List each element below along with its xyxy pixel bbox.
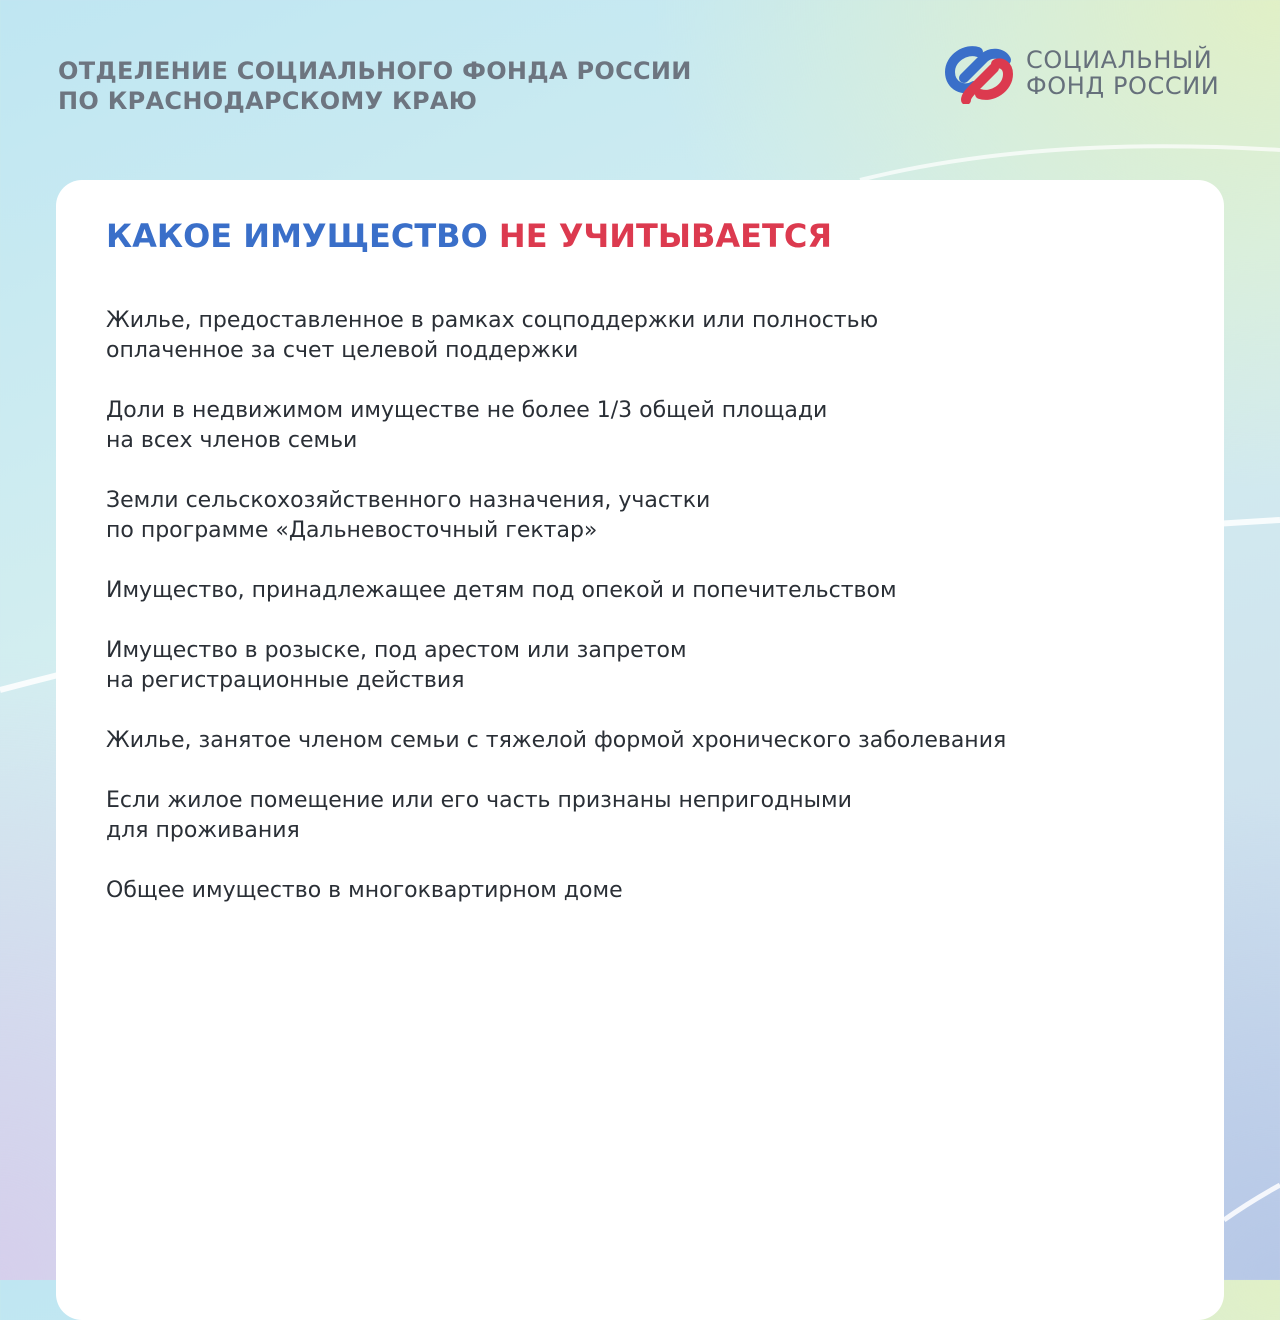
- list-item-line: Имущество, принадлежащее детям под опекой и попечительством: [106, 578, 897, 603]
- list-item-line: Земли сельскохозяйственного назначения, участки: [106, 488, 711, 513]
- organization-title-line: ОТДЕЛЕНИЕ СОЦИАЛЬНОГО ФОНДА РОССИИ: [58, 57, 692, 85]
- organization-title-line: ПО КРАСНОДАРСКОМУ КРАЮ: [58, 87, 478, 115]
- list-item-line: Доли в недвижимом имуществе не более 1/3 общей площади: [106, 398, 828, 423]
- sfr-logo-icon: [944, 42, 1014, 104]
- list-item-line: для проживания: [106, 818, 300, 843]
- list-item-line: на регистрационные действия: [106, 668, 465, 693]
- list-item: [106, 726, 1006, 756]
- list-item: [106, 306, 1006, 366]
- logo-wordmark-line: ФОНД РОССИИ: [1026, 72, 1220, 100]
- list-item-line: Жилье, предоставленное в рамках соцподдержки или полностью: [106, 308, 879, 333]
- list-item-line: Жилье, занятое членом семьи с тяжелой формой хронического заболевания: [106, 728, 1007, 753]
- logo-wordmark: [1026, 47, 1219, 99]
- list-item: [106, 576, 1006, 606]
- list-item: [106, 876, 1006, 906]
- card-heading: [106, 216, 832, 256]
- list-item-line: Если жилое помещение или его часть признаны непригодными: [106, 788, 852, 813]
- list-item: [106, 486, 1006, 546]
- list-item-line: Общее имущество в многоквартирном доме: [106, 878, 623, 903]
- list-item-line: по программе «Дальневосточный гектар»: [106, 518, 598, 543]
- list-item-line: Имущество в розыске, под арестом или запретом: [106, 638, 687, 663]
- sfr-logo: [944, 42, 1219, 104]
- content-card: [56, 180, 1224, 1320]
- excluded-property-list: [106, 306, 1006, 936]
- heading-part-blue: КАКОЕ ИМУЩЕСТВО: [106, 217, 499, 255]
- list-item: [106, 396, 1006, 456]
- list-item-line: на всех членов семьи: [106, 428, 358, 453]
- list-item: [106, 636, 1006, 696]
- organization-title: [58, 56, 692, 116]
- list-item: [106, 786, 1006, 846]
- logo-wordmark-line: СОЦИАЛЬНЫЙ: [1026, 46, 1213, 74]
- list-item-line: оплаченное за счет целевой поддержки: [106, 338, 579, 363]
- heading-part-red: НЕ УЧИТЫВАЕТСЯ: [498, 217, 832, 255]
